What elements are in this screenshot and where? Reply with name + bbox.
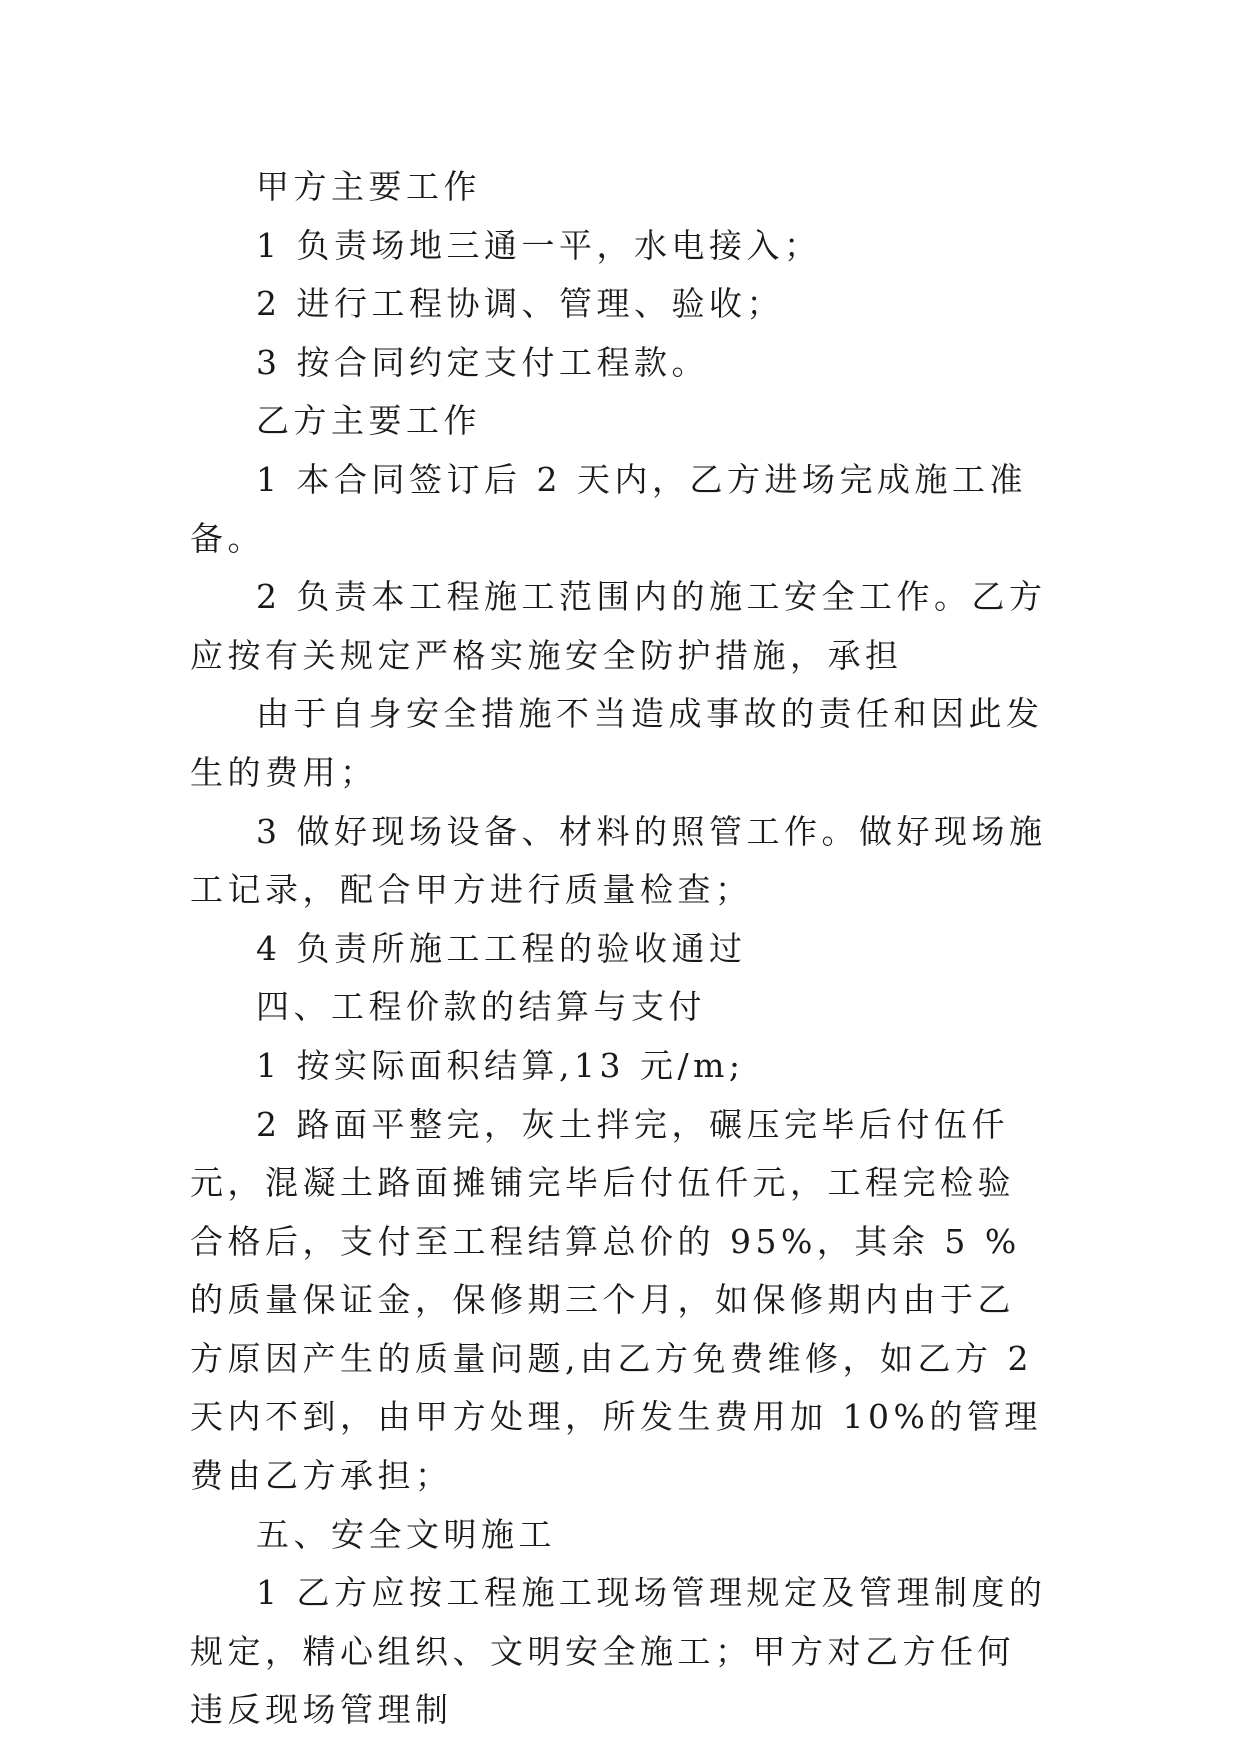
section-heading-payment: 四、工程价款的结算与支付: [256, 987, 706, 1027]
document-body: [190, 158, 1050, 1740]
paragraph: 3 按合同约定支付工程款。: [256, 342, 709, 382]
heading-party-b-duties: 乙方主要工作: [256, 401, 481, 441]
paragraph: 1 乙方应按工程施工现场管理规定及管理制度的规定，精心组织、文明安全施工；甲方对乙方任何违反现场管理制: [190, 1573, 1047, 1730]
paragraph: 2 进行工程协调、管理、验收；: [256, 284, 784, 324]
heading-party-a-duties: 甲方主要工作: [256, 167, 481, 206]
paragraph: 1 负责场地三通一平，水电接入；: [256, 225, 822, 265]
paragraph: 1 按实际面积结算,13 元/m;: [256, 1045, 745, 1085]
paragraph: 2 负责本工程施工范围内的施工安全工作。乙方应按有关规定严格实施安全防护措施，承担: [190, 577, 1047, 675]
paragraph: 1 本合同签订后 2 天内，乙方进场完成施工准备。: [190, 459, 1027, 558]
paragraph: 4 负责所施工工程的验收通过: [256, 928, 747, 968]
paragraph: 2 路面平整完，灰土拌完，碾压完毕后付伍仟元，混凝土路面摊铺完毕后付伍仟元，工程完检验合格后，支付至工程结算总价的 95%，其余 5 %的质量保证金，保修期三个月，如保修期内由于乙方原因产生的质量问题,由乙方免费维修，如乙方 2 天内不到，由甲方处理，所发生费用加 10%的管理费由乙方承担；: [190, 1104, 1042, 1496]
paragraph: 3 做好现场设备、材料的照管工作。做好现场施工记录，配合甲方进行质量检查；: [190, 811, 1047, 910]
section-heading-safety: 五、安全文明施工: [256, 1514, 556, 1554]
paragraph: 由于自身安全措施不当造成事故的责任和因此发生的费用；: [190, 694, 1044, 792]
